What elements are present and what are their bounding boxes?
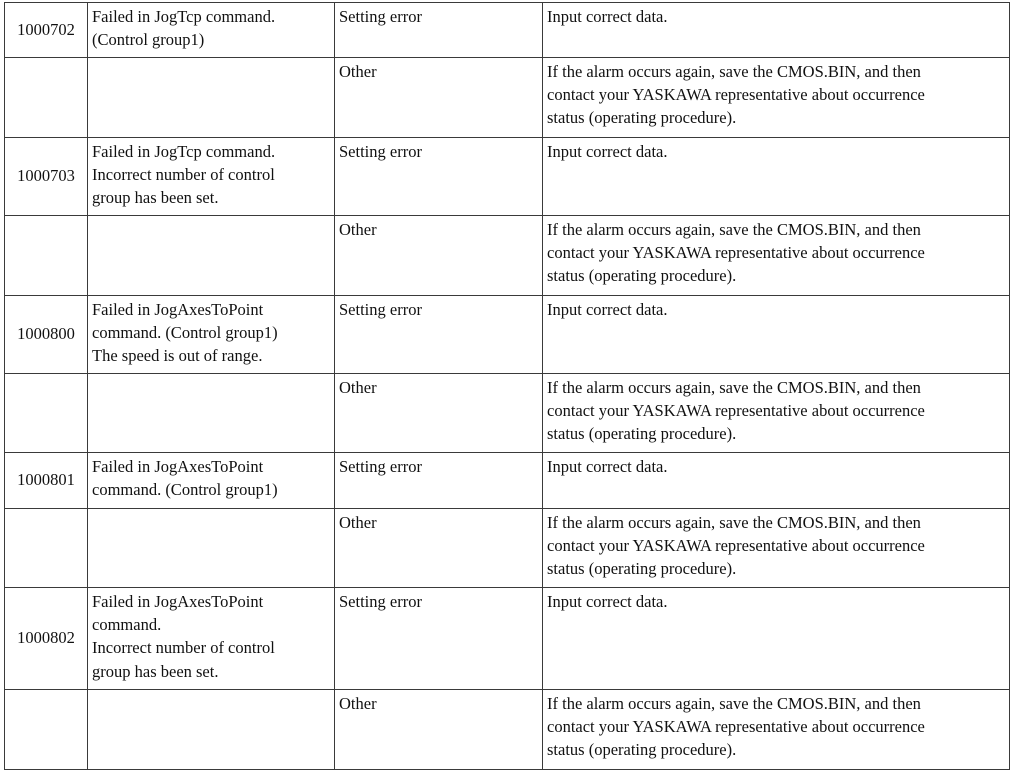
cause-text: Other xyxy=(339,220,377,239)
empty-code-cell xyxy=(5,216,88,296)
alarm-code-cell xyxy=(5,588,88,690)
remedy-line: status (operating procedure). xyxy=(547,740,737,760)
alarm-description-cell xyxy=(88,3,335,58)
table-row xyxy=(5,58,1010,138)
remedy-line: status (operating procedure). xyxy=(547,266,737,286)
remedy-line: contact your YASKAWA representative about occurrence xyxy=(547,717,925,737)
description-line: Incorrect number of control xyxy=(92,165,275,185)
alarm-description-cell xyxy=(88,453,335,509)
alarm-code-cell xyxy=(5,138,88,216)
empty-description-cell xyxy=(88,58,335,138)
alarm-code: 1000802 xyxy=(17,628,75,648)
cause-cell xyxy=(335,138,543,216)
description-line: The speed is out of range. xyxy=(92,346,263,366)
empty-description-cell xyxy=(88,216,335,296)
alarm-table xyxy=(4,2,1010,770)
table-row xyxy=(5,453,1010,509)
cause-text: Other xyxy=(339,513,377,532)
remedy-cell xyxy=(543,3,1010,58)
remedy-cell xyxy=(543,58,1010,138)
table-row xyxy=(5,588,1010,690)
description-line: Failed in JogAxesToPoint xyxy=(92,457,264,476)
cause-cell xyxy=(335,509,543,588)
description-line: Incorrect number of control xyxy=(92,638,275,658)
description-line: command. (Control group1) xyxy=(92,323,278,343)
remedy-line: contact your YASKAWA representative about occurrence xyxy=(547,401,925,421)
alarm-code-cell xyxy=(5,296,88,374)
remedy-line: contact your YASKAWA representative about occurrence xyxy=(547,243,925,263)
empty-code-cell xyxy=(5,58,88,138)
cause-text: Setting error xyxy=(339,592,422,611)
description-line: group has been set. xyxy=(92,661,219,681)
remedy-line: status (operating procedure). xyxy=(547,424,737,444)
table-row xyxy=(5,374,1010,453)
remedy-line: If the alarm occurs again, save the CMOS.BIN, and then xyxy=(547,62,921,81)
description-line: command. (Control group1) xyxy=(92,480,278,500)
description-line: command. xyxy=(92,615,162,635)
alarm-code-cell xyxy=(5,453,88,509)
cause-text: Other xyxy=(339,694,377,713)
table-row xyxy=(5,690,1010,770)
remedy-line: Input correct data. xyxy=(547,457,668,476)
description-line: Failed in JogAxesToPoint xyxy=(92,300,264,319)
alarm-description-cell xyxy=(88,588,335,690)
cause-cell xyxy=(335,3,543,58)
empty-description-cell xyxy=(88,374,335,453)
remedy-line: If the alarm occurs again, save the CMOS.BIN, and then xyxy=(547,378,921,397)
description-line: group has been set. xyxy=(92,188,219,208)
table-row xyxy=(5,216,1010,296)
empty-description-cell xyxy=(88,509,335,588)
table-row xyxy=(5,296,1010,374)
description-line: Failed in JogTcp command. xyxy=(92,7,276,26)
table-row xyxy=(5,138,1010,216)
alarm-description-cell xyxy=(88,296,335,374)
remedy-line: status (operating procedure). xyxy=(547,108,737,128)
cause-text: Other xyxy=(339,62,377,81)
remedy-cell xyxy=(543,509,1010,588)
cause-text: Setting error xyxy=(339,142,422,161)
description-line: (Control group1) xyxy=(92,30,205,50)
alarm-code: 1000702 xyxy=(17,19,75,39)
empty-code-cell xyxy=(5,374,88,453)
remedy-line: If the alarm occurs again, save the CMOS.BIN, and then xyxy=(547,513,921,532)
cause-text: Setting error xyxy=(339,7,422,26)
remedy-cell xyxy=(543,453,1010,509)
cause-cell xyxy=(335,453,543,509)
remedy-line: Input correct data. xyxy=(547,300,668,319)
remedy-line: If the alarm occurs again, save the CMOS.BIN, and then xyxy=(547,694,921,713)
remedy-line: status (operating procedure). xyxy=(547,559,737,579)
cause-text: Setting error xyxy=(339,300,422,319)
remedy-line: contact your YASKAWA representative about occurrence xyxy=(547,536,925,556)
table-row xyxy=(5,509,1010,588)
remedy-line: contact your YASKAWA representative about occurrence xyxy=(547,85,925,105)
cause-cell xyxy=(335,588,543,690)
remedy-cell xyxy=(543,216,1010,296)
remedy-cell xyxy=(543,690,1010,770)
remedy-cell xyxy=(543,374,1010,453)
empty-code-cell xyxy=(5,509,88,588)
alarm-description-cell xyxy=(88,138,335,216)
remedy-line: Input correct data. xyxy=(547,592,668,611)
remedy-line: Input correct data. xyxy=(547,7,668,26)
table-row xyxy=(5,3,1010,58)
alarm-code: 1000800 xyxy=(17,324,75,344)
remedy-cell xyxy=(543,588,1010,690)
cause-text: Other xyxy=(339,378,377,397)
cause-cell xyxy=(335,690,543,770)
cause-cell xyxy=(335,216,543,296)
remedy-line: If the alarm occurs again, save the CMOS.BIN, and then xyxy=(547,220,921,239)
cause-text: Setting error xyxy=(339,457,422,476)
description-line: Failed in JogAxesToPoint xyxy=(92,592,264,611)
remedy-line: Input correct data. xyxy=(547,142,668,161)
alarm-code: 1000801 xyxy=(17,470,75,490)
cause-cell xyxy=(335,374,543,453)
cause-cell xyxy=(335,296,543,374)
description-line: Failed in JogTcp command. xyxy=(92,142,276,161)
empty-code-cell xyxy=(5,690,88,770)
remedy-cell xyxy=(543,296,1010,374)
cause-cell xyxy=(335,58,543,138)
empty-description-cell xyxy=(88,690,335,770)
remedy-cell xyxy=(543,138,1010,216)
alarm-code: 1000703 xyxy=(17,166,75,186)
alarm-code-cell xyxy=(5,3,88,58)
